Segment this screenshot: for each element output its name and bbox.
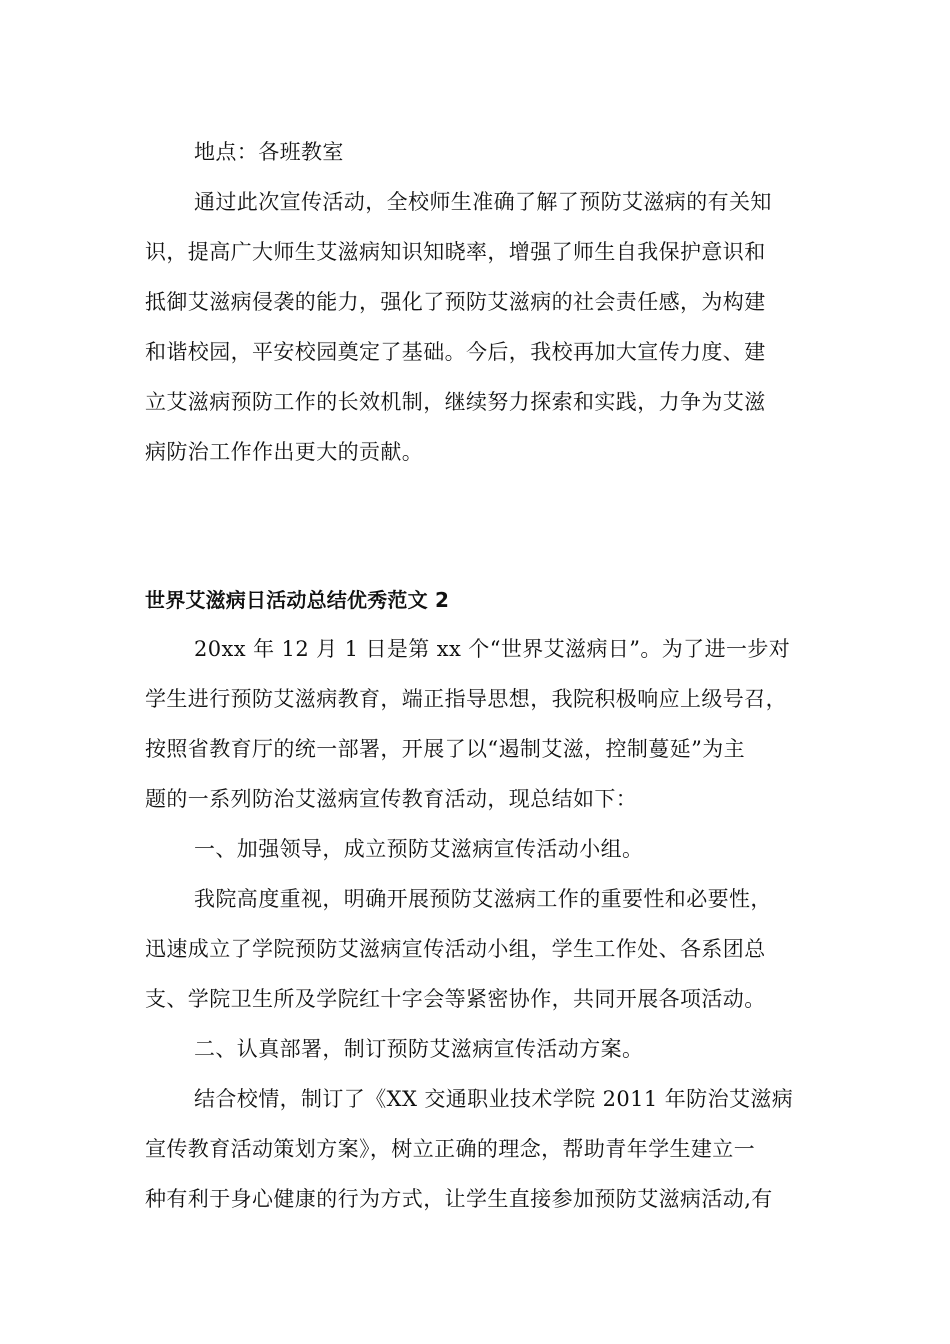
paragraph-line: 和谐校园，平安校园奠定了基础。今后，我校再加大宣传力度、建 — [145, 340, 766, 364]
paragraph-line: 病防治工作作出更大的贡献。 — [145, 440, 424, 464]
paragraph-line: 学生进行预防艾滋病教育，端正指导思想，我院积极响应上级号召， — [145, 687, 787, 711]
paragraph-line: 识，提高广大师生艾滋病知识知晓率，增强了师生自我保护意识和 — [145, 240, 766, 264]
paragraph-line: 题的一系列防治艾滋病宣传教育活动，现总结如下： — [145, 787, 638, 811]
point-title: 一、加强领导，成立预防艾滋病宣传活动小组。 — [194, 837, 644, 861]
paragraph-line: 抵御艾滋病侵袭的能力，强化了预防艾滋病的社会责任感，为构建 — [145, 290, 766, 314]
paragraph-line: 通过此次宣传活动，全校师生准确了解了预防艾滋病的有关知 — [194, 190, 772, 214]
paragraph-line: 我院高度重视，明确开展预防艾滋病工作的重要性和必要性， — [194, 887, 772, 911]
point-title: 二、认真部署，制订预防艾滋病宣传活动方案。 — [194, 1037, 644, 1061]
paragraph-line: 宣传教育活动策划方案》，树立正确的理念，帮助青年学生建立一 — [145, 1137, 756, 1161]
section-heading: 世界艾滋病日活动总结优秀范文 2 — [145, 588, 450, 612]
paragraph-line: 20xx 年 12 月 1 日是第 xx 个“世界艾滋病日”。为了进一步对 — [194, 637, 791, 661]
location-line: 地点：各班教室 — [194, 140, 344, 164]
paragraph-line: 种有利于身心健康的行为方式，让学生直接参加预防艾滋病活动,有 — [145, 1187, 773, 1211]
paragraph-line: 立艾滋病预防工作的长效机制，继续努力探索和实践，力争为艾滋 — [145, 390, 766, 414]
paragraph-line: 按照省教育厅的统一部署，开展了以“遏制艾滋，控制蔓延”为主 — [145, 737, 746, 761]
paragraph-line: 迅速成立了学院预防艾滋病宣传活动小组，学生工作处、各系团总 — [145, 937, 766, 961]
paragraph-line: 结合校情，制订了《XX 交通职业技术学院 2011 年防治艾滋病 — [194, 1087, 794, 1111]
paragraph-line: 支、学院卫生所及学院红十字会等紧密协作，共同开展各项活动。 — [145, 987, 766, 1011]
